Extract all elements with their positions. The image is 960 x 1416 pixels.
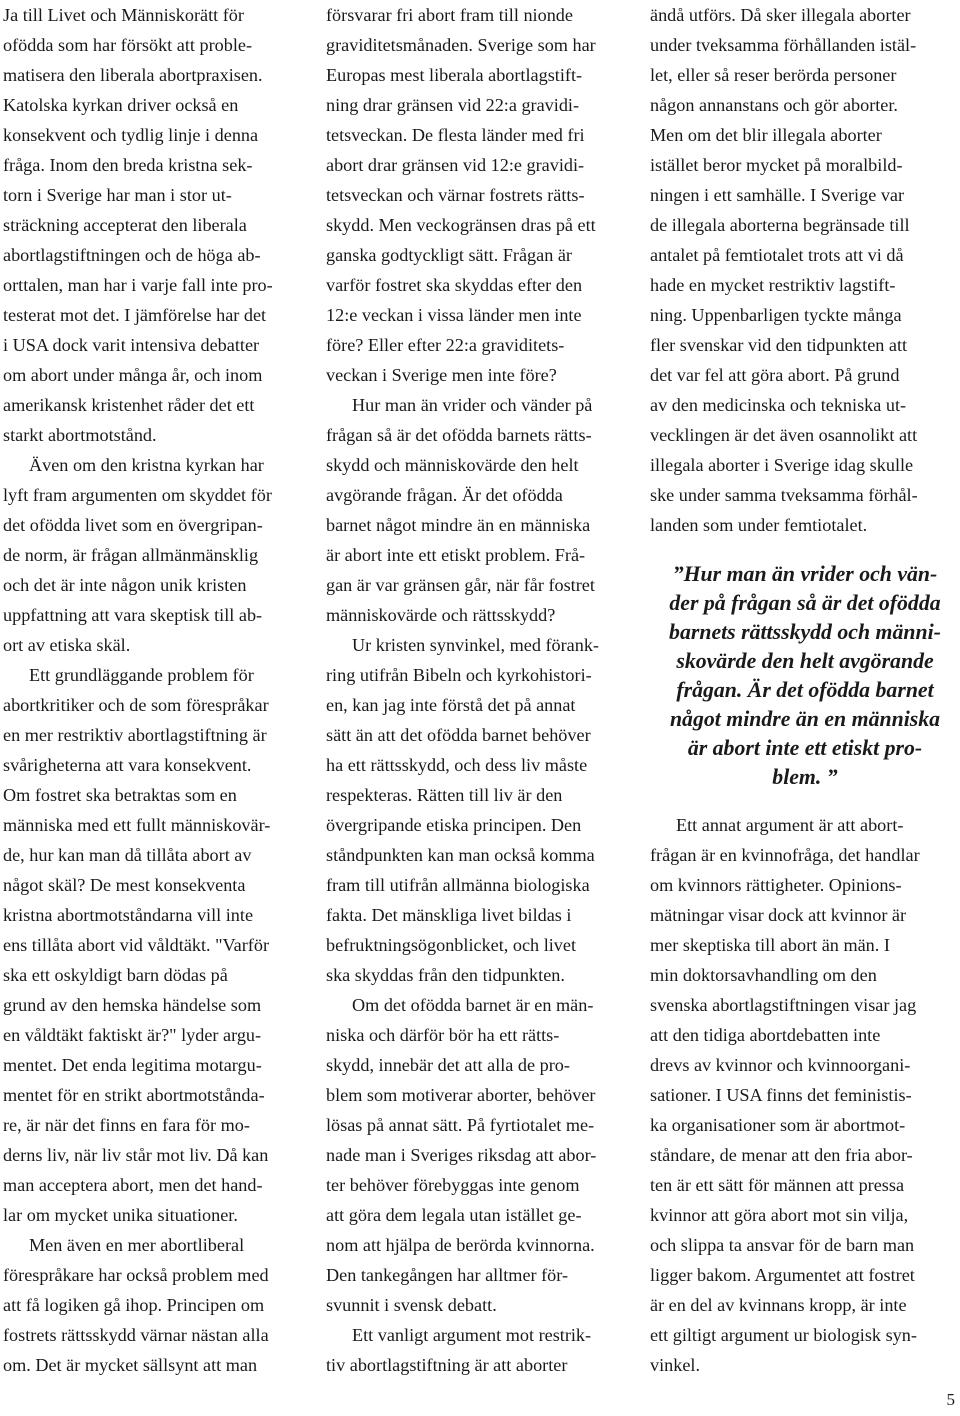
text-line: grund av den hemska händelse som [3, 995, 262, 1015]
pull-quote-line: blem. ” [772, 765, 838, 789]
text-line: illegala aborter i Sverige idag skulle [650, 455, 914, 475]
text-line: hade en mycket restriktiv lagstift- [650, 275, 896, 295]
text-line: niska och därför bör ha ett rätts- [326, 1025, 560, 1045]
pull-quote-line: är abort inte ett etiskt pro- [687, 736, 923, 760]
text-line: Katolska kyrkan driver också en [3, 95, 239, 115]
text-line: ka organisationer som är abortmot- [650, 1115, 906, 1135]
text-line: starkt abortmotstånd. [3, 425, 157, 445]
text-line: övergripande etiska principen. Den [326, 815, 582, 835]
text-line: ten är ett sätt för männen att pressa [650, 1175, 905, 1195]
text-line: ha ett rättsskydd, och dess liv måste [326, 755, 588, 775]
text-line: en mer restriktiv abortlagstiftning är [3, 725, 267, 745]
text-line: mer skeptiska till abort än män. I [650, 935, 890, 955]
text-line: sträckning accepterat den liberala [3, 215, 247, 235]
text-line: vinkel. [650, 1355, 701, 1375]
text-line: istället beror mycket på moralbild- [650, 155, 903, 175]
text-line: Även om den kristna kyrkan har [29, 455, 264, 475]
text-line: landen som under femtiotalet. [650, 515, 868, 535]
text-line: före? Eller efter 22:a graviditets- [326, 335, 565, 355]
text-line: lösas på annat sätt. På fyrtiotalet me- [326, 1115, 595, 1135]
article-column-2 [326, 0, 636, 1380]
text-line: Ett vanligt argument mot restrik- [352, 1325, 592, 1345]
text-line: vecklingen är det även osannolikt att [650, 425, 918, 445]
text-line: Europas mest liberala abortlagstift- [326, 65, 583, 85]
pull-quote-line: skovärde den helt avgörande [676, 649, 934, 673]
text-line: fråga. Inom den breda kristna sek- [3, 155, 253, 175]
text-line: svenska abortlagstiftningen visar jag [650, 995, 917, 1015]
text-line: matisera den liberala abortpraxisen. [3, 65, 263, 85]
text-line: ning drar gränsen vid 22:a gravidi- [326, 95, 580, 115]
text-line: avgörande frågan. Är det ofödda [326, 485, 563, 505]
text-line: uppfattning att vara skeptisk till ab- [3, 605, 263, 625]
text-line: abort drar gränsen vid 12:e gravidi- [326, 155, 585, 175]
text-line: människa med ett fullt människovär- [3, 815, 271, 835]
pull-quote [652, 560, 958, 792]
text-line: barnet något mindre än en människa [326, 515, 591, 535]
text-line: Om det ofödda barnet är en män- [352, 995, 594, 1015]
text-line: varför fostret ska skyddas efter den [326, 275, 583, 295]
text-line: ring utifrån Bibeln och kyrkohistori- [326, 665, 592, 685]
text-line: ligger bakom. Argumentet att fostret [650, 1265, 915, 1285]
text-line: ning. Uppenbarligen tyckte många [650, 305, 902, 325]
text-line: ståndare, de menar att den fria abor- [650, 1145, 913, 1165]
text-line: konsekvent och tydlig linje i denna [3, 125, 259, 145]
text-line: de norm, är frågan allmänmänsklig [3, 545, 259, 565]
text-line: ningen i ett samhälle. I Sverige var [650, 185, 905, 205]
text-line: abortkritiker och de som förespråkar [3, 695, 269, 715]
text-line: ske under samma tveksamma förhål- [650, 485, 918, 505]
text-line: befruktningsögonblicket, och livet [326, 935, 577, 955]
text-line: om abort under många år, och inom [3, 365, 263, 385]
text-line: kristna abortmotståndarna vill inte [3, 905, 254, 925]
paragraph [326, 1320, 636, 1380]
text-line: kvinnor att göra abort mot sin vilja, [650, 1205, 909, 1225]
text-line: försvarar fri abort fram till nionde [326, 5, 573, 25]
text-line: Ur kristen synvinkel, med förank- [352, 635, 599, 655]
text-line: testerat mot det. I jämförelse har det [3, 305, 267, 325]
text-line: Den tankegången har alltmer för- [326, 1265, 569, 1285]
text-line: något skäl? De mest konsekventa [3, 875, 246, 895]
text-line: fakta. Det mänskliga livet bildas i [326, 905, 572, 925]
text-line: de illegala aborterna begränsade till [650, 215, 910, 235]
text-line: mentet. Det enda legitima motargu- [3, 1055, 262, 1075]
text-line: derns liv, när liv står mot liv. Då kan [3, 1145, 269, 1165]
text-line: ganska godtyckligt sätt. Frågan är [326, 245, 572, 265]
text-line: Om fostret ska betraktas som en [3, 785, 237, 805]
text-line: abortlagstiftningen och de höga ab- [3, 245, 261, 265]
text-line: ändå utförs. Då sker illegala aborter [650, 5, 911, 25]
text-line: och slippa ta ansvar för de barn man [650, 1235, 915, 1255]
text-line: min doktorsavhandling om den [650, 965, 877, 985]
text-line: tetsveckan och värnar fostrets rätts- [326, 185, 585, 205]
pull-quote-line: frågan. Är det ofödda barnet [676, 678, 934, 702]
page-number: 5 [946, 1390, 955, 1409]
text-line: människovärde och rättsskydd? [326, 605, 556, 625]
text-line: antalet på femtiotalet trots att vi då [650, 245, 904, 265]
text-line: de, hur kan man då tillåta abort av [3, 845, 252, 865]
text-line: ter behöver förebyggas inte genom [326, 1175, 580, 1195]
text-line: svunnit i svensk debatt. [326, 1295, 497, 1315]
paragraph [326, 990, 636, 1320]
text-line: nade man i Sveriges riksdag att abor- [326, 1145, 597, 1165]
text-line: ens tillåta abort vid våldtäkt. "Varför [3, 935, 270, 955]
text-line: Hur man än vrider och vänder på [352, 395, 593, 415]
paragraph [3, 0, 313, 450]
article-column-1 [3, 0, 313, 1380]
text-line: är en del av kvinnans kropp, är inte [650, 1295, 907, 1315]
text-line: gan är var gränsen går, när får fostret [326, 575, 595, 595]
text-line: let, eller så reser berörda personer [650, 65, 897, 85]
text-line: och det är inte någon unik kristen [3, 575, 247, 595]
text-line: 12:e veckan i vissa länder men inte [326, 305, 582, 325]
text-line: frågan så är det ofödda barnets rätts- [326, 425, 592, 445]
text-line: Men om det blir illegala aborter [650, 125, 882, 145]
text-line: fram till utifrån allmänna biologiska [326, 875, 590, 895]
text-line: ståndpunkten kan man också komma [326, 845, 595, 865]
paragraph [326, 390, 636, 630]
text-line: ofödda som har försökt att proble- [3, 35, 253, 55]
text-line: det var fel att göra abort. På grund [650, 365, 900, 385]
text-line: av den medicinska och tekniska ut- [650, 395, 907, 415]
text-line: graviditetsmånaden. Sverige som har [326, 35, 596, 55]
text-line: sationer. I USA finns det feministis- [650, 1085, 912, 1105]
text-line: mentet för en strikt abortmotstånda- [3, 1085, 265, 1105]
text-line: re, är när det finns en fara för mo- [3, 1115, 250, 1135]
text-line: Ett grundläggande problem för [29, 665, 254, 685]
text-line: i USA dock varit intensiva debatter [3, 335, 260, 355]
text-line: det ofödda livet som en övergripan- [3, 515, 263, 535]
text-line: mätningar visar dock att kvinnor är [650, 905, 907, 925]
text-line: ort av etiska skäl. [3, 635, 131, 655]
paragraph [3, 1230, 313, 1380]
text-line: skydd, innebär det att alla de pro- [326, 1055, 570, 1075]
text-line: torn i Sverige har man i stor ut- [3, 185, 232, 205]
text-line: svårigheterna att vara konsekvent. [3, 755, 252, 775]
article-column-3 [650, 0, 960, 1380]
text-line: om. Det är mycket sällsynt att man [3, 1355, 258, 1375]
text-line: drevs av kvinnor och kvinnoorgani- [650, 1055, 911, 1075]
text-line: ska skyddas från den tidpunkten. [326, 965, 565, 985]
text-line: en våldtäkt faktiskt är?" lyder argu- [3, 1025, 262, 1045]
text-line: Men även en mer abortliberal [29, 1235, 245, 1255]
text-line: frågan är en kvinnofråga, det handlar [650, 845, 920, 865]
text-line: skydd. Men veckogränsen dras på ett [326, 215, 596, 235]
paragraph [3, 450, 313, 660]
text-line: Ja till Livet och Människorätt för [3, 5, 244, 25]
text-line: lar om mycket unika situationer. [3, 1205, 238, 1225]
pull-quote-line: barnets rättsskydd och männi- [669, 620, 941, 644]
pull-quote-line: der på frågan så är det ofödda [669, 591, 941, 615]
text-line: fler svenskar vid den tidpunkten att [650, 335, 908, 355]
text-line: ska ett oskyldigt barn dödas på [3, 965, 228, 985]
text-line: blem som motiverar aborter, behöver [326, 1085, 596, 1105]
text-line: amerikansk kristenhet råder det ett [3, 395, 255, 415]
pull-quote-line: ”Hur man än vrider och vän- [672, 562, 938, 586]
text-line: nom att hjälpa de berörda kvinnorna. [326, 1235, 595, 1255]
text-line: någon annanstans och gör aborter. [650, 95, 898, 115]
text-line: veckan i Sverige men inte före? [326, 365, 557, 385]
text-line: lyft fram argumenten om skyddet för [3, 485, 272, 505]
text-line: att få logiken gå ihop. Principen om [3, 1295, 265, 1315]
paragraph [326, 0, 636, 390]
text-line: en, kan jag inte förstå det på annat [326, 695, 576, 715]
text-line: sätt än att det ofödda barnet behöver [326, 725, 591, 745]
text-line: fostrets rättsskydd värnar nästan alla [3, 1325, 269, 1345]
text-line: under tveksamma förhållanden istäl- [650, 35, 917, 55]
text-line: orttalen, man har i varje fall inte pro- [3, 275, 273, 295]
text-line: förespråkare har också problem med [3, 1265, 269, 1285]
text-line: Ett annat argument är att abort- [676, 815, 904, 835]
paragraph [650, 0, 960, 540]
paragraph [3, 660, 313, 1230]
text-line: skydd och människovärde den helt [326, 455, 579, 475]
text-line: tiv abortlagstiftning är att aborter [326, 1355, 568, 1375]
pull-quote-line: något mindre än en människa [669, 707, 941, 731]
text-line: om kvinnors rättigheter. Opinions- [650, 875, 902, 895]
text-line: är abort inte ett etiskt problem. Frå- [326, 545, 586, 565]
text-line: respekteras. Rätten till liv är den [326, 785, 563, 805]
text-line: man acceptera abort, men det hand- [3, 1175, 263, 1195]
text-line: tetsveckan. De flesta länder med fri [326, 125, 585, 145]
text-line: att göra dem legala utan istället ge- [326, 1205, 582, 1225]
paragraph [326, 630, 636, 990]
text-line: att den tidiga abortdebatten inte [650, 1025, 881, 1045]
text-line: ett giltigt argument ur biologisk syn- [650, 1325, 917, 1345]
paragraph [650, 810, 960, 1380]
